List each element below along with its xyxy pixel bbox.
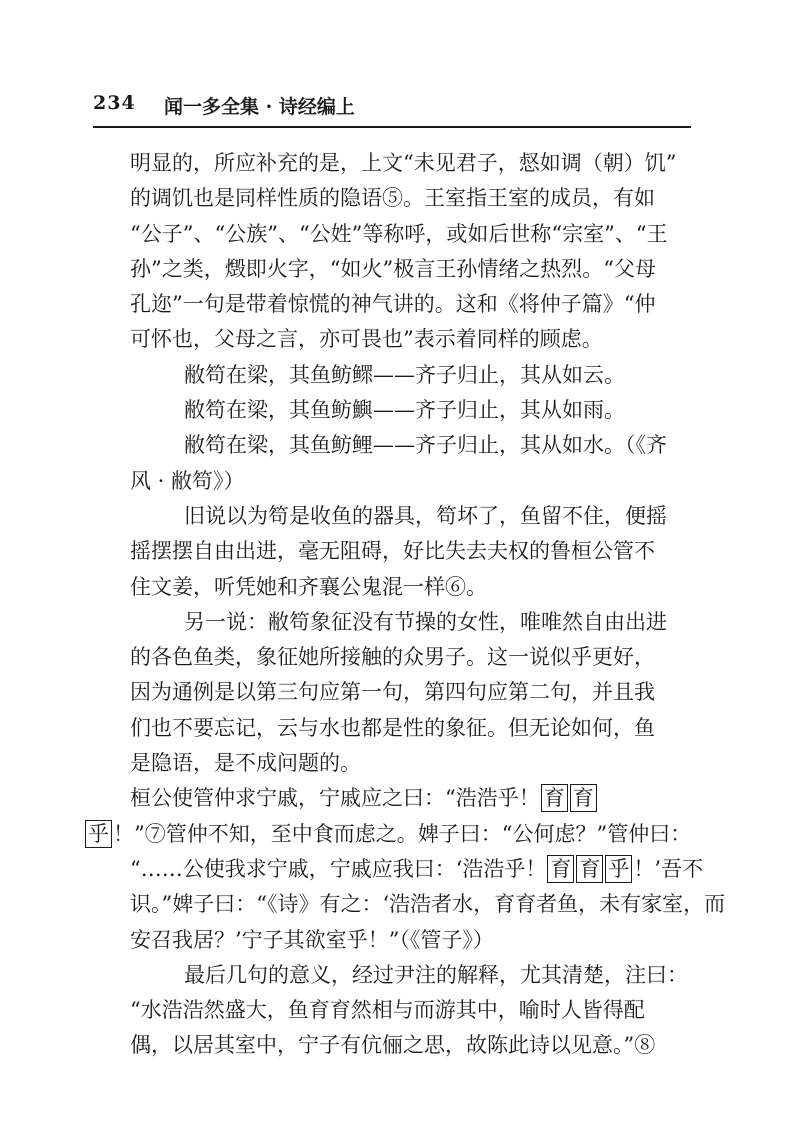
text-line: 们也不要忘记，云与水也都是性的象征。但无论如何，鱼	[130, 715, 655, 740]
verse-line: 敝笱在梁，其鱼鲂鱮——齐子归止，其从如雨。	[184, 398, 625, 423]
quote-line	[84, 817, 690, 852]
quote-text: ！”⑦管仲不知，至中食而虑之。婢子曰：“公何虑？”管仲曰：	[113, 821, 692, 846]
header-rule	[93, 126, 691, 128]
text-line: 孔迩”一句是带着惊慌的神气讲的。这和《将仲子篇》“仲	[130, 292, 656, 317]
text-line: 明显的，所应补充的是，上文“未见君子，惄如调（朝）饥”	[130, 151, 677, 175]
text-line: 孙”之类，燬即火字，“如火”极言王孙情绪之热烈。“父母	[130, 256, 656, 281]
boxed-char: 乎	[85, 820, 112, 848]
quote-line: 安召我居？’宁子其欲室乎！”（《管子》）	[130, 927, 494, 952]
quote-line	[130, 852, 704, 887]
quote-line	[130, 781, 690, 816]
quote-text: 桓公使管仲求宁戚，宁戚应之曰：“浩浩乎！	[130, 786, 540, 811]
verse-line: 敝笱在梁，其鱼鲂鲤——齐子归止，其从如水。（《齐	[184, 433, 667, 458]
text-line: 另一说：敝笱象征没有节操的女性，唯唯然自由出进	[184, 609, 667, 634]
page-number: 234	[93, 92, 136, 114]
quote-text: ！’吾不	[633, 856, 704, 881]
text-line: 的各色鱼类，象征她所接触的众男子。这一说似乎更好，	[130, 645, 655, 670]
text-line: “水浩浩然盛大，鱼育育然相与而游其中，喻时人皆得配	[130, 998, 645, 1023]
running-title: 闻一多全集 · 诗经编上	[164, 96, 355, 118]
text-line: 摇摆摆自由出进，毫无阻碍，好比失去夫权的鲁桓公管不	[130, 539, 655, 564]
boxed-char: 育	[547, 855, 574, 883]
quote-text: “……公使我求宁戚，宁戚应我曰：‘浩浩乎！	[130, 856, 547, 881]
quote-line: 识。”婢子曰：“《诗》有之：‘浩浩者水，育育者鱼，未有家室，而	[130, 892, 726, 917]
page-header	[93, 92, 691, 128]
text-line: 因为通例是以第三句应第一句，第四句应第二句，并且我	[130, 680, 655, 705]
boxed-char: 育	[570, 784, 597, 812]
text-line: 旧说以为笱是收鱼的器具，笱坏了，鱼留不住，便摇	[184, 503, 667, 528]
text-line: 是隐语，是不成问题的。	[130, 751, 361, 776]
boxed-char: 育	[541, 784, 568, 812]
boxed-char: 育	[576, 855, 603, 883]
verse-line: 敝笱在梁，其鱼鲂鳏——齐子归止，其从如云。	[184, 362, 625, 387]
verse-source: 风 · 敝笱》）	[130, 468, 245, 493]
boxed-char: 乎	[605, 855, 632, 883]
text-line: 的调饥也是同样性质的隐语⑤。王室指王室的成员，有如	[130, 186, 655, 211]
text-line: 可怀也，父母之言，亦可畏也”表示着同样的顾虑。	[130, 327, 603, 352]
text-line: 最后几句的意义，经过尹注的解释，尤其清楚，注曰：	[184, 962, 688, 987]
text-line: 偶，以居其室中，宁子有伉俪之思，故陈此诗以见意。”⑧	[130, 1033, 656, 1058]
text-line: 住文姜，听凭她和齐襄公鬼混一样⑥。	[130, 574, 487, 599]
text-line: “公子”、“公族”、“公姓”等称呼，或如后世称“宗室”、“王	[130, 221, 668, 246]
page-body	[88, 146, 726, 1064]
